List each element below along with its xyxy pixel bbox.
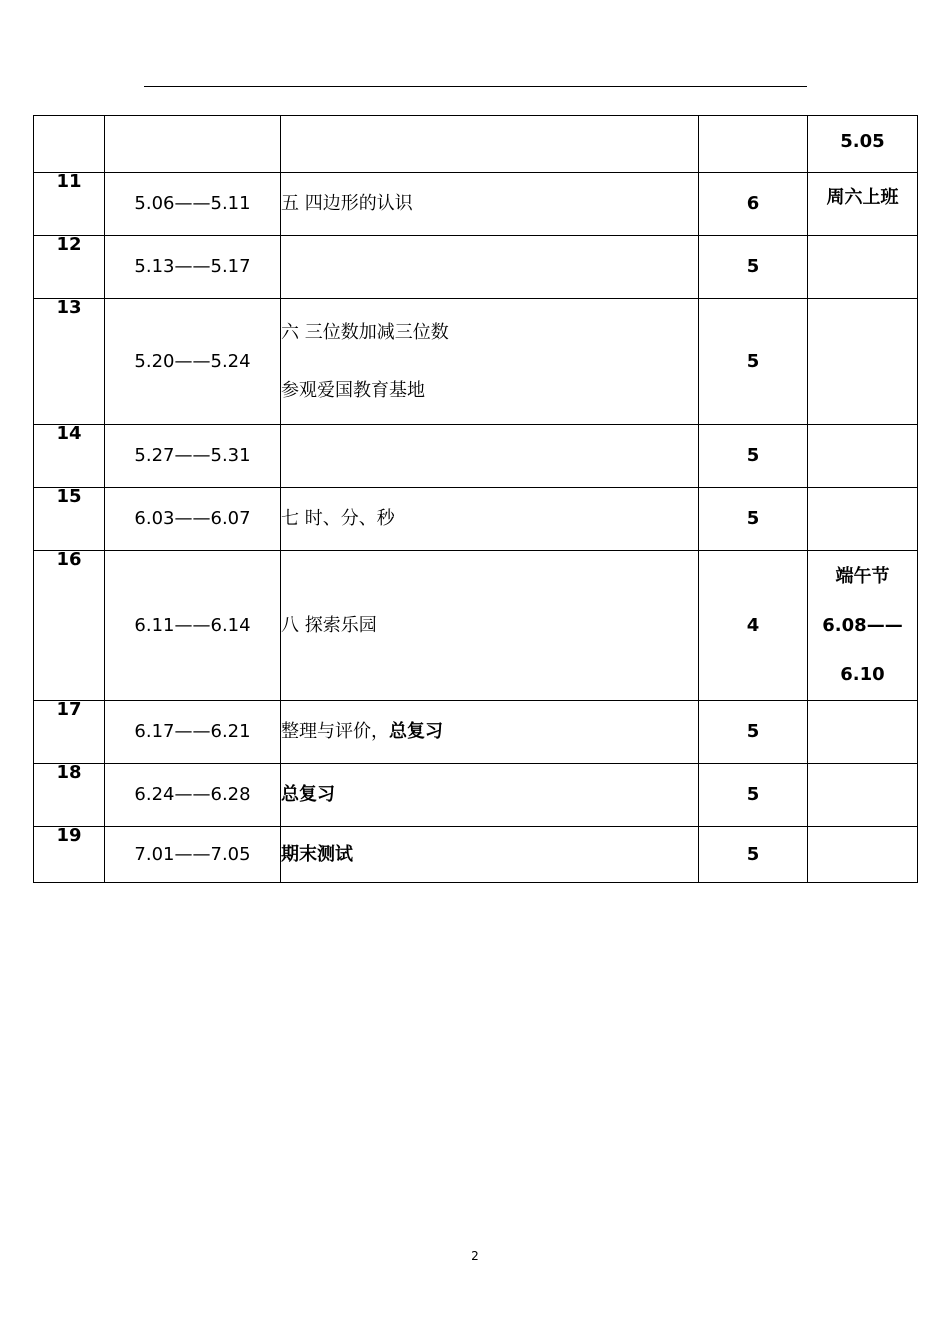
note-cell	[808, 827, 918, 883]
content-text: 整理与评价，	[281, 721, 389, 742]
table-row	[34, 236, 918, 299]
header-rule	[144, 86, 807, 87]
note-cell	[808, 299, 918, 425]
hours-cell: 5	[699, 236, 808, 299]
note-cell	[808, 551, 918, 701]
date-cell: 7.01——7.05	[105, 827, 281, 883]
table-row	[34, 299, 918, 425]
content-cell: 五 四边形的认识	[281, 173, 699, 236]
date-cell: 5.06——5.11	[105, 173, 281, 236]
hours-cell: 5	[699, 764, 808, 827]
date-cell: 5.13——5.17	[105, 236, 281, 299]
note-cell: 周六上班	[808, 173, 918, 236]
content-cell	[281, 236, 699, 299]
content-bold-text: 总复习	[281, 784, 335, 805]
content-line: 参观爱国教育基地	[281, 379, 425, 401]
date-cell: 6.17——6.21	[105, 701, 281, 764]
week-cell: 12	[34, 236, 105, 299]
week-cell: 19	[34, 827, 105, 883]
note-cell: 5.05	[808, 116, 918, 173]
note-cell	[808, 425, 918, 488]
week-cell	[34, 116, 105, 173]
content-bold-text: 期末测试	[281, 843, 353, 865]
table-row	[34, 701, 918, 764]
hours-cell: 5	[699, 701, 808, 764]
week-cell: 18	[34, 764, 105, 827]
hours-cell: 5	[699, 488, 808, 551]
content-cell	[281, 299, 699, 425]
schedule-table	[33, 115, 918, 883]
note-cell	[808, 701, 918, 764]
note-line: 6.10	[840, 663, 885, 685]
table-row	[34, 551, 918, 701]
note-cell	[808, 488, 918, 551]
table-row	[34, 425, 918, 488]
week-cell: 16	[34, 551, 105, 701]
week-cell: 11	[34, 173, 105, 236]
table-row	[34, 116, 918, 173]
content-cell	[281, 701, 699, 764]
content-cell	[281, 827, 699, 883]
note-cell	[808, 236, 918, 299]
date-cell: 6.24——6.28	[105, 764, 281, 827]
table-row	[34, 173, 918, 236]
week-cell: 13	[34, 299, 105, 425]
content-bold-text: 总复习	[389, 721, 443, 742]
hours-cell: 5	[699, 425, 808, 488]
hours-cell: 5	[699, 827, 808, 883]
date-cell: 5.27——5.31	[105, 425, 281, 488]
week-cell: 17	[34, 701, 105, 764]
note-cell	[808, 764, 918, 827]
week-cell: 14	[34, 425, 105, 488]
table-row	[34, 764, 918, 827]
content-cell: 七 时、分、秒	[281, 488, 699, 551]
hours-cell: 5	[699, 299, 808, 425]
hours-cell: 6	[699, 173, 808, 236]
page-number: 2	[471, 1249, 479, 1263]
date-cell: 6.11——6.14	[105, 551, 281, 701]
content-cell	[281, 764, 699, 827]
content-cell	[281, 116, 699, 173]
hours-cell: 4	[699, 551, 808, 701]
content-cell	[281, 425, 699, 488]
date-cell: 6.03——6.07	[105, 488, 281, 551]
date-cell: 5.20——5.24	[105, 299, 281, 425]
table-row	[34, 827, 918, 883]
hours-cell	[699, 116, 808, 173]
week-cell: 15	[34, 488, 105, 551]
date-cell	[105, 116, 281, 173]
note-line: 端午节	[835, 565, 890, 587]
note-line: 6.08——	[822, 614, 903, 636]
content-cell: 八 探索乐园	[281, 551, 699, 701]
table-row	[34, 488, 918, 551]
content-line: 六 三位数加减三位数	[281, 321, 449, 343]
